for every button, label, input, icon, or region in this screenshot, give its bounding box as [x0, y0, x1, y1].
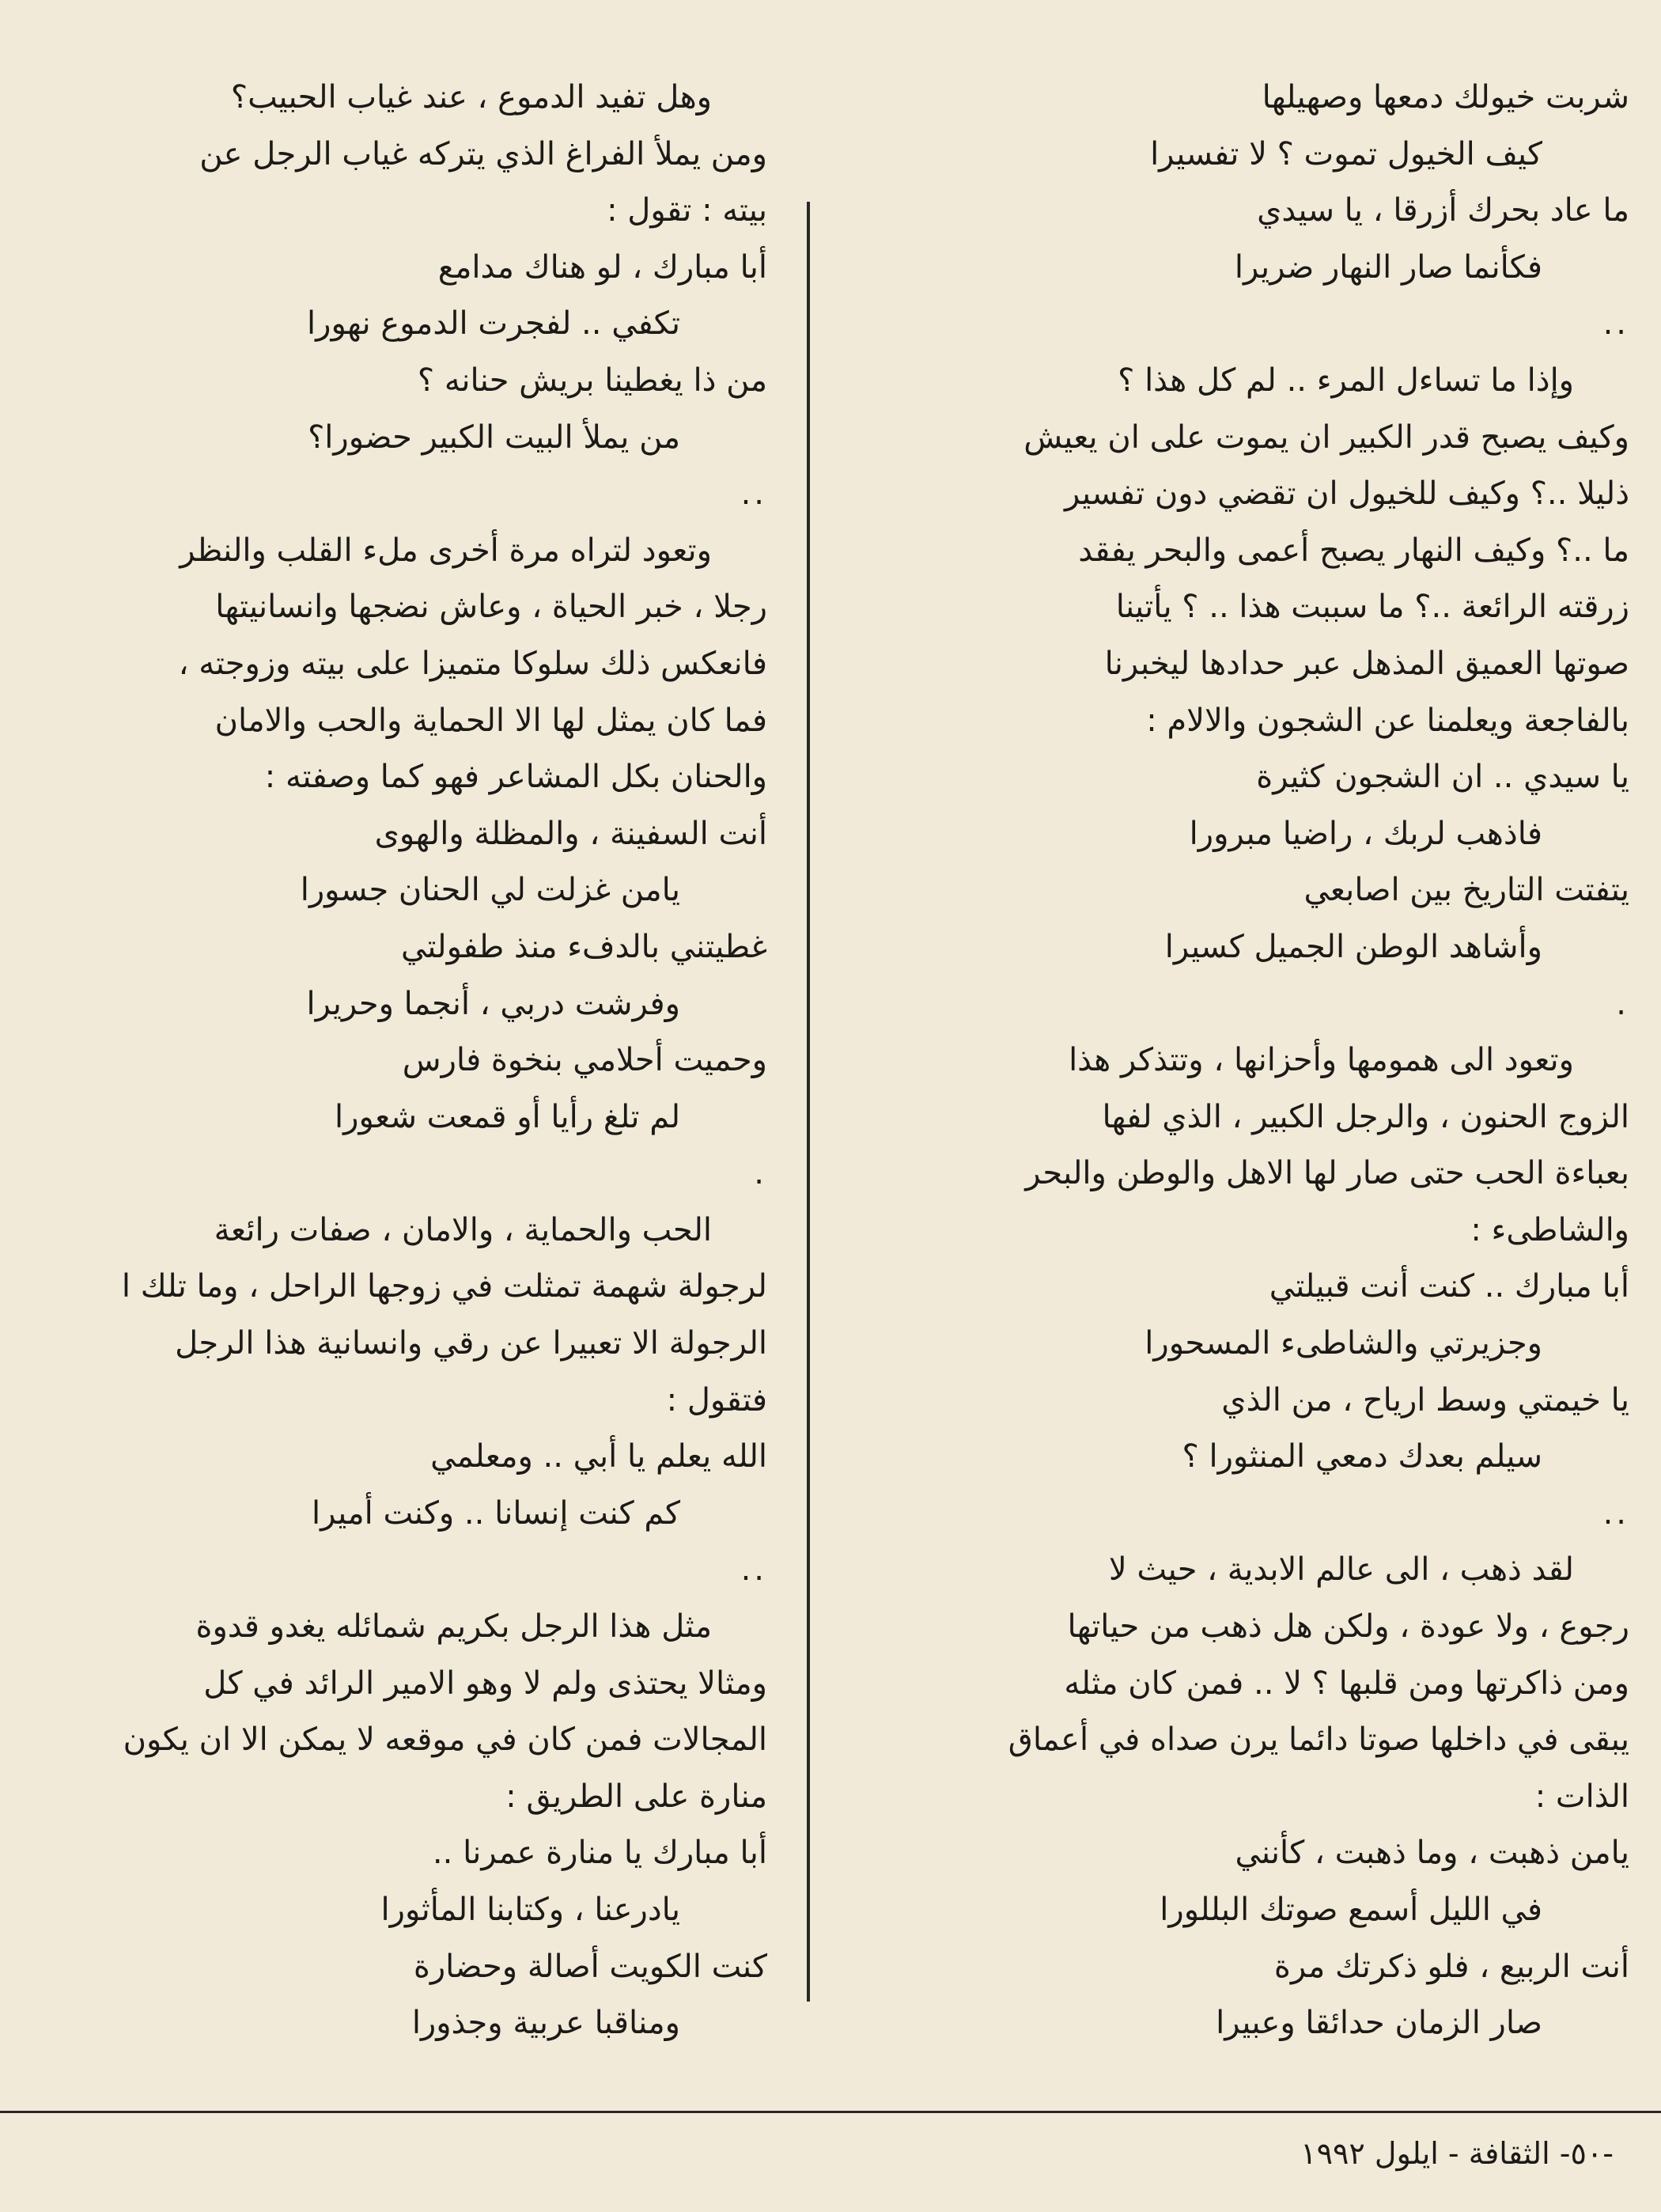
verse-line: أبا مبارك .. كنت أنت قبيلتي: [1269, 1268, 1629, 1305]
section-separator: ..: [1602, 305, 1629, 343]
verse-line: كنت الكويت أصالة وحضارة: [413, 1948, 767, 1985]
paragraph-first-line: وإذا ما تساءل المرء .. لم كل هذا ؟: [1118, 362, 1574, 399]
prose-line: صوتها العميق المذهل عبر حدادها ليخبرنا: [1104, 645, 1629, 682]
prose-line: المجالات فمن كان في موقعه لا يمكن الا ان يكون: [123, 1721, 767, 1759]
prose-line: فانعكس ذلك سلوكا متميزا على بيته وزوجته ،: [178, 645, 767, 682]
verse-line: في الليل أسمع صوتك البللورا: [1160, 1892, 1542, 1928]
prose-line: بعباءة الحب حتى صار لها الاهل والوطن والبحر: [1025, 1155, 1629, 1192]
page-footer: -٥٠- الثقافة - ايلول ١٩٩٢: [1300, 2136, 1614, 2171]
footer-divider: [0, 2111, 1661, 2113]
verse-line: كيف الخيول تموت ؟ لا تفسيرا: [1150, 135, 1542, 172]
verse-line: الله يعلم يا أبي .. ومعلمي: [430, 1438, 767, 1475]
verse-line: غطيتني بالدفء منذ طفولتي: [400, 928, 767, 965]
prose-line: رجوع ، ولا عودة ، ولكن هل ذهب من حياتها: [1067, 1608, 1629, 1646]
section-separator: ..: [740, 1551, 767, 1589]
verse-line: يا خيمتي وسط ارياح ، من الذي: [1221, 1381, 1629, 1418]
prose-line: الذات :: [1534, 1778, 1629, 1815]
prose-line: ذليلا ..؟ وكيف للخيول ان تقضي دون تفسير: [1064, 475, 1629, 513]
verse-line: كم كنت إنسانا .. وكنت أميرا: [312, 1494, 680, 1532]
verse-line: يادرعنا ، وكتابنا المأثورا: [380, 1892, 680, 1928]
verse-line: فاذهب لربك ، راضيا مبرورا: [1189, 815, 1542, 852]
prose-line: الرجولة الا تعبيرا عن رقي وانسانية هذا الرجل: [175, 1325, 767, 1362]
verse-line: فكأنما صار النهار ضريرا: [1234, 248, 1542, 286]
section-separator: .: [754, 1155, 767, 1192]
prose-line: الزوج الحنون ، والرجل الكبير ، الذي لفها: [1102, 1098, 1629, 1135]
paragraph-first-line: الحب والحماية ، والامان ، صفات رائعة: [214, 1211, 712, 1248]
verse-line: ومناقبا عربية وجذورا: [411, 2005, 680, 2042]
paragraph-first-line: وتعود الى همومها وأحزانها ، وتتذكر هذا: [1069, 1042, 1574, 1079]
prose-line: زرقته الرائعة ..؟ ما سببت هذا .. ؟ يأتينا: [1115, 589, 1629, 626]
prose-line: ما ..؟ وكيف النهار يصبح أعمى والبحر يفقد: [1078, 532, 1629, 569]
column-divider: [807, 202, 810, 2002]
left-column: [0, 70, 767, 2087]
prose-line: ومن ذاكرتها ومن قلبها ؟ لا .. فمن كان مثله: [1064, 1665, 1629, 1702]
verse-line: صار الزمان حدائقا وعبيرا: [1216, 2005, 1542, 2042]
prose-line: ومثالا يحتذى ولم لا وهو الامير الرائد في كل: [203, 1665, 767, 1702]
verse-line: لم تلغ رأيا أو قمعت شعورا: [335, 1098, 680, 1135]
prose-line: فتقول :: [666, 1381, 767, 1418]
verse-line: وحميت أحلامي بنخوة فارس: [402, 1042, 767, 1079]
verse-line: شربت خيولك دمعها وصهيلها: [1262, 79, 1629, 116]
verse-line: ما عاد بحرك أزرقا ، يا سيدي: [1257, 192, 1629, 229]
verse-line: تكفي .. لفجرت الدموع نهورا: [307, 305, 680, 343]
verse-line: يامن غزلت لي الحنان جسورا: [300, 872, 680, 909]
prose-line: بيته : تقول :: [607, 192, 767, 229]
section-separator: .: [1616, 985, 1629, 1022]
paragraph-first-line: وهل تفيد الدموع ، عند غياب الحبيب؟: [230, 79, 712, 116]
verse-line: سيلم بعدك دمعي المنثورا ؟: [1182, 1438, 1542, 1475]
verse-line: أبا مبارك يا منارة عمرنا ..: [432, 1835, 767, 1872]
prose-line: فما كان يمثل لها الا الحماية والحب والامان: [214, 702, 767, 739]
verse-line: وفرشت دربي ، أنجما وحريرا: [306, 985, 680, 1022]
verse-line: أنت الربيع ، فلو ذكرتك مرة: [1273, 1948, 1629, 1985]
verse-line: أنت السفينة ، والمظلة والهوى: [374, 815, 767, 852]
verse-line: أبا مبارك ، لو هناك مدامع: [437, 248, 767, 286]
prose-line: والشاطىء :: [1470, 1211, 1629, 1248]
verse-line: من ذا يغطينا بريش حنانه ؟: [417, 362, 767, 399]
paragraph-first-line: مثل هذا الرجل بكريم شمائله يغدو قدوة: [195, 1608, 712, 1646]
prose-line: يبقى في داخلها صوتا دائما يرن صداه في أعماق: [1008, 1721, 1629, 1759]
prose-line: بالفاجعة ويعلمنا عن الشجون والالام :: [1146, 702, 1629, 739]
verse-line: وجزيرتي والشاطىء المسحورا: [1145, 1325, 1542, 1362]
prose-line: وكيف يصبح قدر الكبير ان يموت على ان يعيش: [1023, 419, 1629, 456]
prose-line: والحنان بكل المشاعر فهو كما وصفته :: [264, 759, 767, 796]
right-column: [838, 70, 1629, 2087]
prose-line: لرجولة شهمة تمثلت في زوجها الراحل ، وما تلك ا: [121, 1268, 767, 1305]
paragraph-first-line: وتعود لتراه مرة أخرى ملء القلب والنظر: [180, 532, 712, 569]
prose-line: ومن يملأ الفراغ الذي يتركه غياب الرجل عن: [199, 135, 767, 172]
section-separator: ..: [740, 475, 767, 513]
prose-line: رجلا ، خبر الحياة ، وعاش نضجها وانسانيتها: [215, 589, 767, 626]
paragraph-first-line: لقد ذهب ، الى عالم الابدية ، حيث لا: [1108, 1551, 1574, 1589]
section-separator: ..: [1602, 1494, 1629, 1532]
verse-line: يتفتت التاريخ بين اصابعي: [1303, 872, 1629, 909]
verse-line: يا سيدي .. ان الشجون كثيرة: [1256, 759, 1629, 796]
verse-line: وأشاهد الوطن الجميل كسيرا: [1164, 928, 1542, 965]
prose-line: منارة على الطريق :: [505, 1778, 767, 1815]
verse-line: يامن ذهبت ، وما ذهبت ، كأنني: [1235, 1835, 1629, 1872]
verse-line: من يملأ البيت الكبير حضورا؟: [308, 419, 680, 456]
